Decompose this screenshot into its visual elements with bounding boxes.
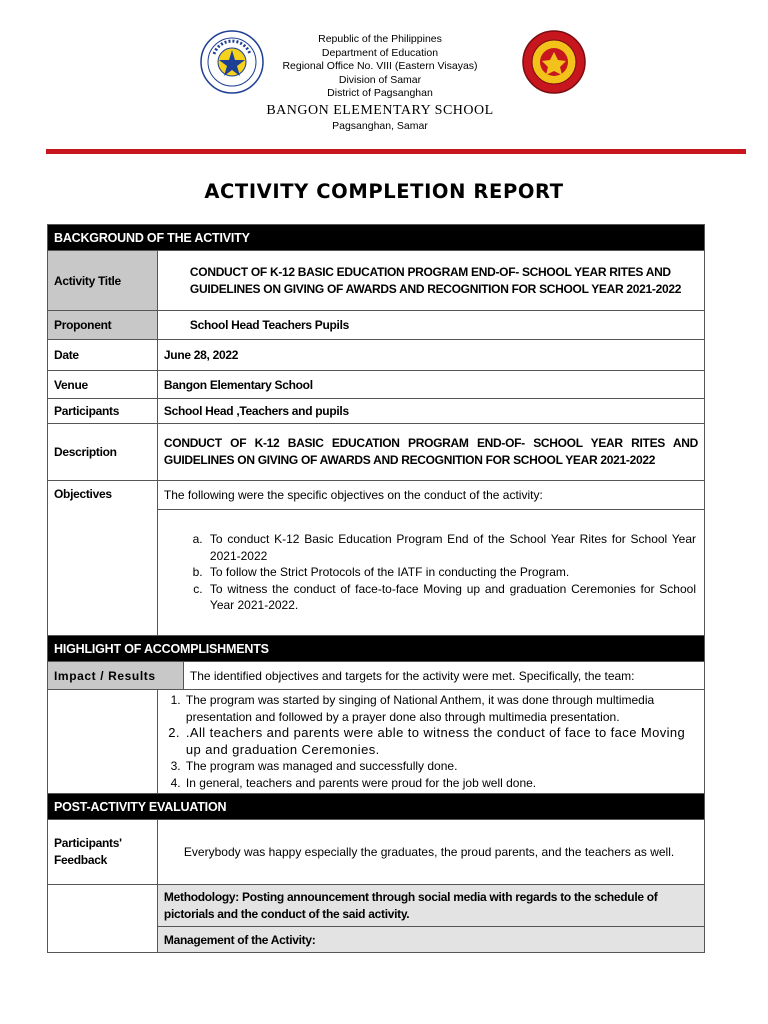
table-row	[48, 340, 705, 371]
methodology-value: Methodology: Posting announcement through social media with regards to the schedule of pictorials and the conduct of the said activity.	[157, 885, 704, 927]
letterhead-text	[230, 33, 530, 133]
date-value: June 28, 2022	[157, 340, 704, 371]
empty-cell	[48, 885, 158, 953]
section-header	[48, 225, 705, 251]
proponent-value: School Head Teachers Pupils	[157, 311, 704, 340]
activity-title-label: Activity Title	[48, 251, 158, 311]
objectives-intro: The following were the specific objectives on the conduct of the activity:	[157, 481, 704, 510]
table-row	[48, 311, 705, 340]
table-row	[48, 820, 705, 885]
letterhead	[0, 0, 768, 150]
description-label: Description	[48, 424, 158, 481]
list-item: 1. The program was started by singing of National Anthem, it was done through multimedia presentation and followed by a prayer done also through multimedia presentation.	[184, 692, 698, 725]
table-row	[48, 399, 705, 424]
description-value: CONDUCT OF K-12 BASIC EDUCATION PROGRAM END-OF- SCHOOL YEAR RITES AND GUIDELINES ON GIVING OF AWARDS AND RECOGNITION FOR SCHOOL YEAR 2021-2022	[157, 424, 704, 481]
management-value: Management of the Activity:	[157, 927, 704, 953]
list-item: 3. The program was managed and successfully done.	[184, 758, 698, 775]
date-label: Date	[48, 340, 158, 371]
table-row	[48, 885, 705, 927]
page-title: ACTIVITY COMPLETION REPORT	[204, 180, 564, 203]
list-item: a. To conduct K-12 Basic Education Program End of the School Year Rites for School Year 2021-2022	[206, 531, 696, 564]
table-row	[48, 371, 705, 399]
header-divider	[46, 149, 746, 154]
division-seal-icon	[522, 30, 586, 94]
evaluation-heading: POST-ACTIVITY EVALUATION	[48, 794, 705, 820]
list-item: 2. .All teachers and parents were able to witness the conduct of face to face Moving up and graduation Ceremonies.	[184, 725, 698, 758]
header-line: Division of Samar	[338, 73, 422, 86]
venue-value: Bangon Elementary School	[157, 371, 704, 399]
school-location: Pagsanghan, Samar	[332, 119, 428, 132]
table-row	[48, 690, 705, 794]
table-row	[48, 251, 705, 311]
objectives-list-cell	[157, 510, 704, 636]
highlights-list-cell	[157, 690, 704, 794]
list-item: c. To witness the conduct of face-to-face Moving up and graduation Ceremonies for School Year 2021-2022.	[206, 581, 696, 614]
table-row	[48, 424, 705, 481]
feedback-value: Everybody was happy especially the graduates, the proud parents, and the teachers as well.	[157, 820, 704, 885]
section-header	[48, 794, 705, 820]
list-item: b. To follow the Strict Protocols of the IATF in conducting the Program.	[206, 564, 696, 581]
impact-label: Impact / Results	[48, 662, 184, 690]
objectives-label: Objectives	[48, 481, 158, 636]
activity-title-value: CONDUCT OF K-12 BASIC EDUCATION PROGRAM END-OF- SCHOOL YEAR RITES AND GUIDELINES ON GIVING OF AWARDS AND RECOGNITION FOR SCHOOL YEAR 2021-2022	[157, 251, 704, 311]
objectives-list	[164, 531, 696, 614]
table-row	[48, 662, 705, 690]
highlights-list	[166, 692, 698, 791]
header-line: District of Pagsanghan	[327, 87, 433, 99]
impact-intro: The identified objectives and targets for the activity were met. Specifically, the team:	[183, 662, 704, 690]
empty-cell	[48, 690, 158, 794]
header-line: Republic of the Philippines	[318, 33, 442, 45]
participants-label: Participants	[48, 399, 158, 424]
school-name: BANGON ELEMENTARY SCHOOL	[266, 102, 494, 118]
background-heading: BACKGROUND OF THE ACTIVITY	[48, 225, 705, 251]
venue-label: Venue	[48, 371, 158, 399]
list-item: 4. In general, teachers and parents were proud for the job well done.	[184, 775, 698, 792]
table-row	[48, 481, 705, 510]
participants-value: School Head ,Teachers and pupils	[157, 399, 704, 424]
header-line: Regional Office No. VIII (Eastern Visayas)	[282, 60, 478, 72]
highlights-heading: HIGHLIGHT OF ACCOMPLISHMENTS	[48, 636, 705, 662]
feedback-label: Participants' Feedback	[48, 820, 158, 885]
report-table	[47, 224, 705, 953]
header-line: Department of Education	[321, 46, 439, 59]
proponent-label: Proponent	[48, 311, 158, 340]
section-header	[48, 636, 705, 662]
